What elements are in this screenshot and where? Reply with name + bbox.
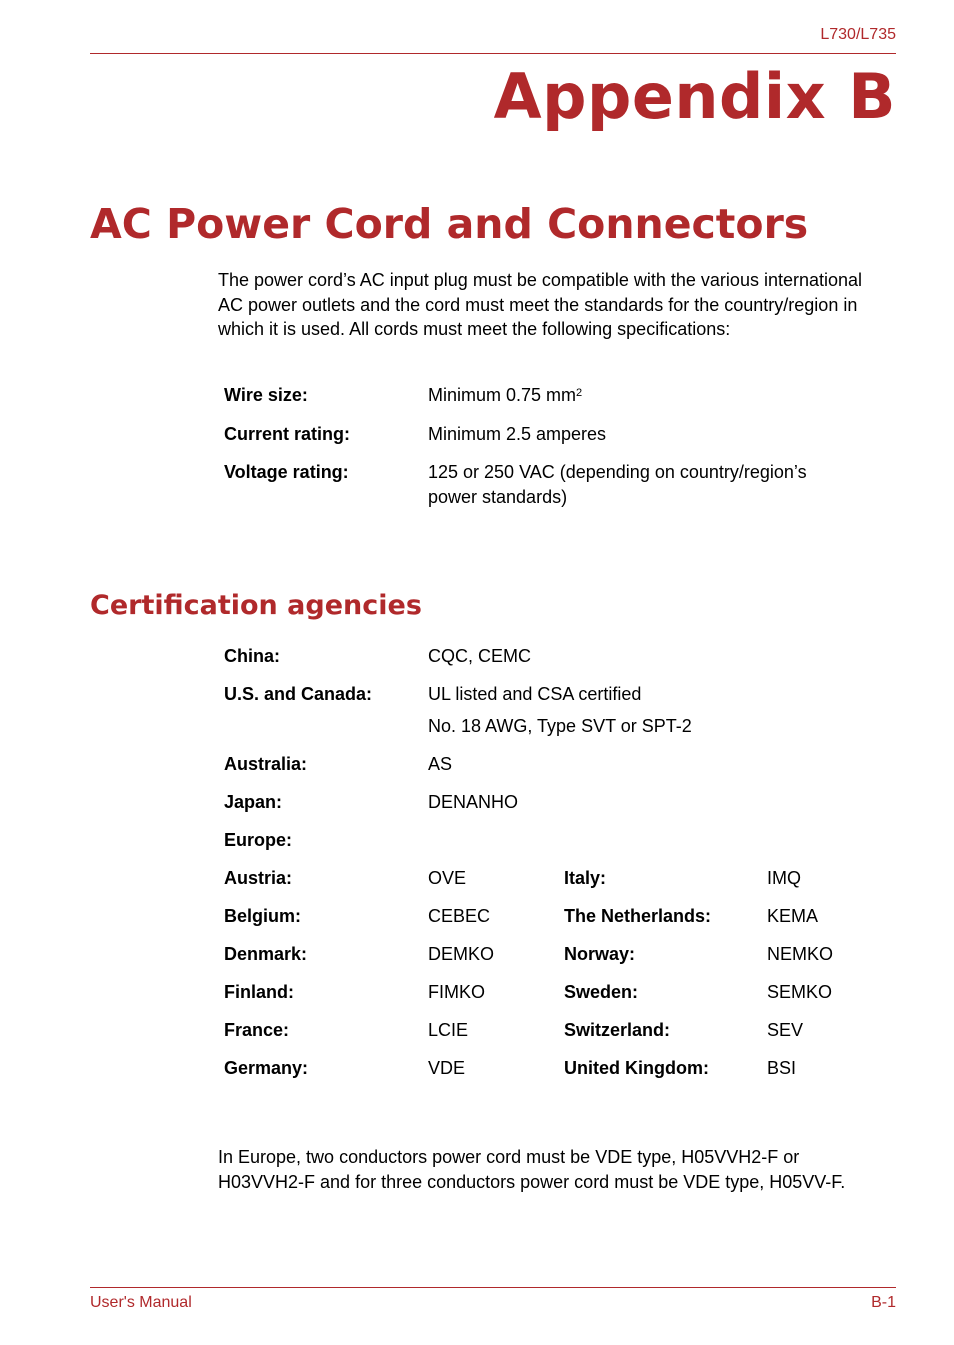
spec-label: Voltage rating: [224, 462, 349, 482]
country-value: BSI [767, 1058, 797, 1078]
country-label: Italy: [564, 868, 607, 888]
header-model: L730/L735 [820, 26, 896, 43]
spec-value [428, 383, 582, 408]
agency-label: China: [224, 646, 280, 666]
spec-value-line1: 125 or 250 VAC (depending on country/region’s [428, 462, 807, 482]
spec-label: Current rating: [224, 424, 350, 444]
country-value: IMQ [767, 868, 801, 888]
country-value: SEMKO [767, 982, 833, 1002]
country-value: LCIE [428, 1020, 469, 1040]
spec-label: Wire size: [224, 385, 308, 405]
country-value: FIMKO [428, 982, 485, 1002]
country-label: Belgium: [224, 906, 302, 926]
agency-label: Japan: [224, 792, 283, 812]
spec-value-line2: power standards) [428, 487, 568, 507]
agency-value: CQC, CEMC [428, 646, 531, 666]
agency-value-line2: No. 18 AWG, Type SVT or SPT-2 [428, 716, 692, 736]
country-value: KEMA [767, 906, 819, 926]
country-value: NEMKO [767, 944, 834, 964]
header-rule [90, 53, 896, 54]
country-label: Switzerland: [564, 1020, 671, 1040]
footer-page-number: B-1 [871, 1294, 896, 1311]
footer-manual-title: User's Manual [90, 1294, 192, 1311]
spec-value-text: Minimum 0.75 mm [428, 385, 577, 405]
country-label: The Netherlands: [564, 906, 712, 926]
agency-label: U.S. and Canada: [224, 684, 373, 704]
country-label: Norway: [564, 944, 636, 964]
country-label: Germany: [224, 1058, 309, 1078]
country-value: SEV [767, 1020, 804, 1040]
spec-value-superscript: 2 [576, 387, 583, 399]
agency-label: Europe: [224, 830, 293, 850]
country-label: France: [224, 1020, 290, 1040]
section-title: AC Power Cord and Connectors [90, 200, 809, 248]
europe-note: In Europe, two conductors power cord must be VDE type, H05VVH2-F or H03VVH2-F and for three conductors power cord must be VDE type, H05VV-F. [218, 1147, 846, 1192]
country-label: Finland: [224, 982, 294, 1002]
appendix-title: Appendix B [493, 60, 896, 133]
country-value: VDE [428, 1058, 466, 1078]
spec-value: Minimum 2.5 amperes [428, 424, 607, 444]
footer-rule [90, 1287, 896, 1288]
country-label: United Kingdom: [564, 1058, 709, 1078]
agency-value: AS [428, 754, 453, 774]
intro-paragraph: The power cord’s AC input plug must be compatible with the various international AC power outlets and the cord must meet the standards for the country/region in which it is used. All cords must meet the following specifications: [218, 270, 863, 339]
country-label: Sweden: [564, 982, 639, 1002]
country-label: Denmark: [224, 944, 308, 964]
country-label: Austria: [224, 868, 293, 888]
country-value: OVE [428, 868, 467, 888]
agency-value-line1: UL listed and CSA certified [428, 684, 642, 704]
agency-label: Australia: [224, 754, 308, 774]
agency-value: DENANHO [428, 792, 519, 812]
country-value: DEMKO [428, 944, 495, 964]
subsection-title: Certification agencies [90, 590, 422, 621]
country-value: CEBEC [428, 906, 491, 926]
